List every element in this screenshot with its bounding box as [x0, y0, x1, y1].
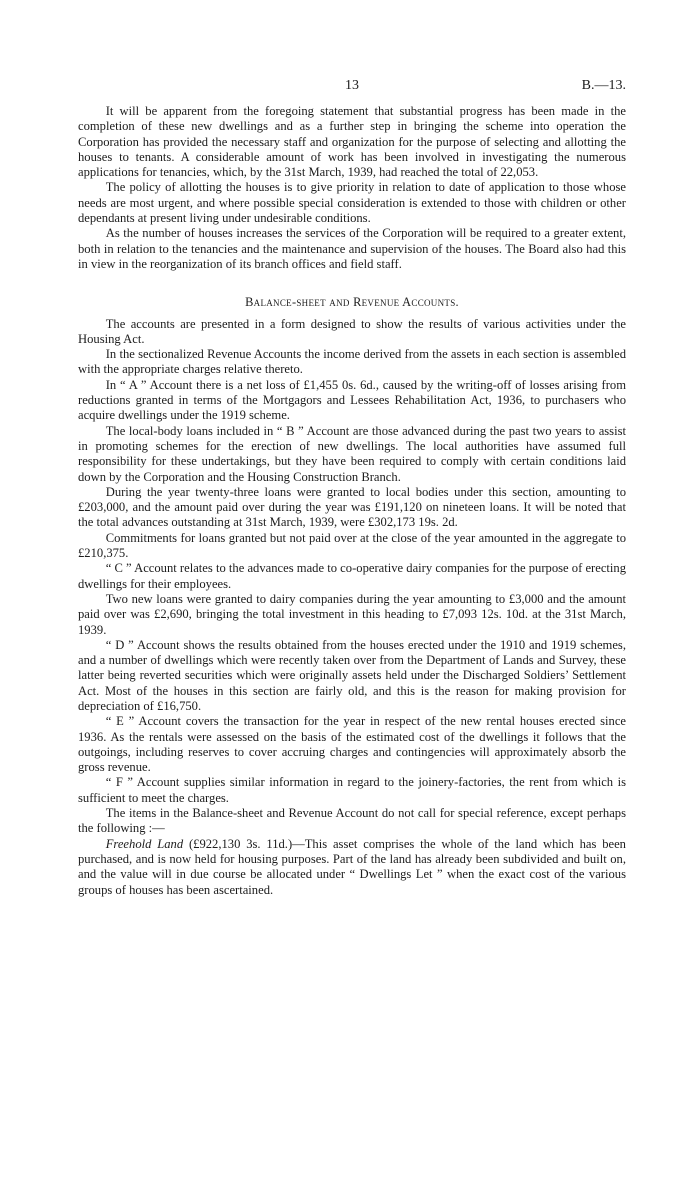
freehold-land-text: (£922,130 3s. 11d.)—This asset comprises the whole of the land which has been purchased, and is now held for housing purposes. Part of the land has already been subdivided and built on, and the value will in due course be allocated under “ Dwellings Let ” when the exact cost of the various groups of houses has been ascertained. [78, 836, 626, 897]
paragraph: During the year twenty-three loans were granted to local bodies under this section, amounting to £203,000, and the amount paid over during the year was £191,120 on nineteen loans. It will be noted that the total advances outstanding at 31st March, 1939, were £302,173 19s. 2d. [78, 484, 626, 530]
paragraph: The accounts are presented in a form designed to show the results of various activities under the Housing Act. [78, 316, 626, 346]
document-code: B.—13. [581, 78, 626, 93]
section-heading: Balance-sheet and Revenue Accounts. [245, 295, 459, 310]
paragraph: As the number of houses increases the services of the Corporation will be required to a greater extent, both in relation to the tenancies and the maintenance and supervision of the houses. The Board also had this in view in the reorganization of its branch offices and field staff. [78, 226, 626, 271]
paragraph: The policy of allotting the houses is to give priority in relation to date of application to those whose needs are most urgent, and where possible special consideration is extended to those with children or other dependants at present living under undesirable conditions. [78, 180, 626, 226]
paragraph: Two new loans were granted to dairy companies during the year amounting to £3,000 and the amount paid over was £2,690, bringing the total investment in this heading to £7,093 12s. 10d. at the 31st March, 1939. [78, 591, 626, 637]
document-body [78, 104, 626, 898]
paragraph: In “ A ” Account there is a net loss of £1,455 0s. 6d., caused by the writing-off of losses arising from reductions granted in terms of the Mortgagors and Lessees Rehabilitation Act, 1936, to purchasers who acquire dwellings under the 1919 scheme. [78, 377, 626, 423]
paragraph: Commitments for loans granted but not paid over at the close of the year amounted in the aggregate to £210,375. [78, 530, 626, 561]
paragraph: The items in the Balance-sheet and Revenue Account do not call for special reference, except perhaps the following :— [78, 806, 626, 836]
paragraph: The local-body loans included in “ B ” Account are those advanced during the past two years to assist in promoting schemes for the erection of new dwellings. The local authorities have assumed full responsibility for these undertakings, but they have been required to comply with certain conditions laid down by the Corporation and the Housing Construction Branch. [78, 423, 626, 484]
page-header [78, 78, 626, 96]
paragraph: It will be apparent from the foregoing statement that substantial progress has been made in the completion of these new dwellings and as a further step in bringing the scheme into operation the Corporation has provided the necessary staff and organization for the purpose of selecting and allotting the houses to tenants. A considerable amount of work has been involved in investigating the numerous applications for tenancies, which, by the 31st March, 1939, had reached the total of 22,053. [78, 104, 626, 180]
paragraph: In the sectionalized Revenue Accounts the income derived from the assets in each section is assembled with the appropriate charges relative thereto. [78, 347, 626, 377]
paragraph: “ F ” Account supplies similar information in regard to the joinery-factories, the rent from which is sufficient to meet the charges. [78, 775, 626, 805]
paragraph: “ C ” Account relates to the advances made to co-operative dairy companies for the purpose of erecting dwellings for their employees. [78, 561, 626, 591]
page-number: 13 [345, 78, 359, 93]
paragraph: “ D ” Account shows the results obtained from the houses erected under the 1910 and 1919 schemes, and a number of dwellings which were recently taken over from the Department of Lands and Survey, these latter being reverted securities which were originally assets held under the Discharged Soldiers’ Settlement Act. Most of the houses in this section are fairly old, and this is the reason for making provision for depreciation of £16,750. [78, 637, 626, 713]
paragraph: “ E ” Account covers the transaction for the year in respect of the new rental houses erected since 1936. As the rentals were assessed on the basis of the estimated cost of the dwellings it follows that the outgoings, including reserves to cover accruing charges and contingencies will approximately absorb the gross revenue. [78, 714, 626, 775]
freehold-land-term: Freehold Land [105, 836, 184, 851]
paragraph-freehold-land [78, 837, 626, 898]
